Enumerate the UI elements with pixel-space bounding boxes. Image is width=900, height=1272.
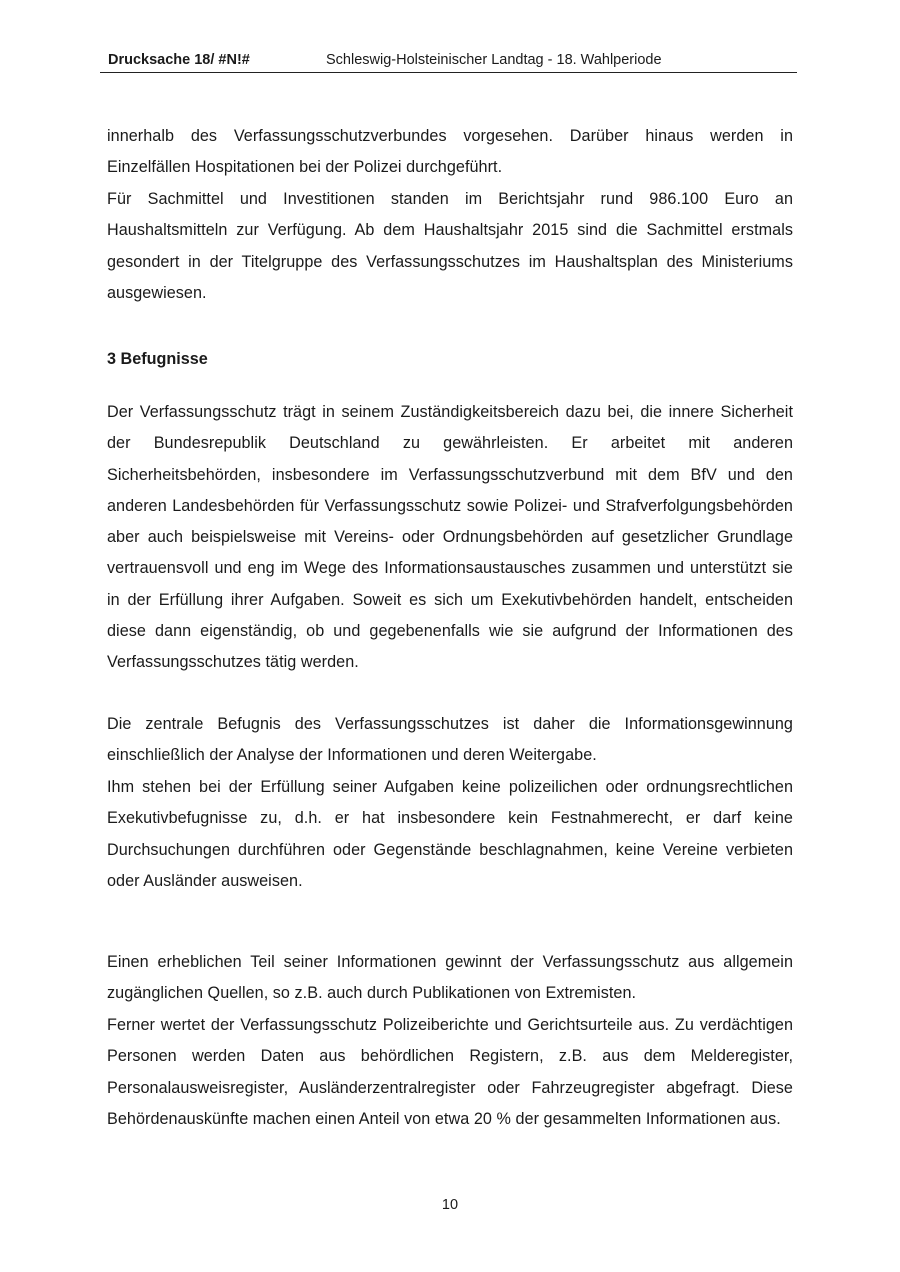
page-header [100,50,797,73]
parliament-title: Schleswig-Holsteinischer Landtag - 18. Wahlperiode [326,52,662,68]
page-number: 10 [441,1197,459,1213]
paragraph-zustaendigkeit: Der Verfassungsschutz trägt in seinem Zuständigkeitsbereich dazu bei, die innere Sicherheit der Bundesrepublik Deutschland zu gewährleisten. Er arbeitet mit anderen Sicherheitsbehörden, insbesondere im Verfassungsschutzverbund mit dem BfV und den anderen Landesbehörden für Verfassungsschutz sowie Polizei- und Strafverfolgungsbehörden aber auch beispielsweise mit Vereins- oder Ordnungsbehörden auf gesetzlicher Grundlage vertrauensvoll und eng im Wege des Informationsaustausches zusammen und unterstützt sie in der Erfüllung ihrer Aufgaben. Soweit es sich um Exekutivbehörden handelt, entscheiden diese dann eigenständig, ob und gegebenenfalls wie sie aufgrund der Informationen des Verfassungsschutzes tätig werden. [107,403,793,672]
paragraph-exekutivbefugnisse: Ihm stehen bei der Erfüllung seiner Aufgaben keine polizeilichen oder ordnungsrechtlichen Exekutivbefugnisse zu, d.h. er hat insbesondere kein Festnahmerecht, er darf keine Durchsuchungen durchführen oder Gegenstände beschlagnahmen, keine Vereine verbieten oder Ausländer ausweisen. [107,778,793,890]
paragraph-register: Ferner wertet der Verfassungsschutz Polizeiberichte und Gerichtsurteile aus. Zu verdächtigen Personen werden Daten aus behördlichen Registern, z.B. aus dem Melderegister, Personalausweisregister, Ausländerzentralregister oder Fahrzeugregister abgefragt. Diese Behördenauskünfte machen einen Anteil von etwa 20 % der gesammelten Informationen aus. [107,1016,793,1128]
paragraph-sachmittel: Für Sachmittel und Investitionen standen im Berichtsjahr rund 986.100 Euro an Haushaltsmitteln zur Verfügung. Ab dem Haushaltsjahr 2015 sind die Sachmittel erstmals gesondert in der Titelgruppe des Verfassungsschutzes im Haushaltsplan des Ministeriums ausgewiesen. [107,190,793,302]
paragraph-hospitationen: innerhalb des Verfassungsschutzverbundes vorgesehen. Darüber hinaus werden in Einzelfällen Hospitationen bei der Polizei durchgeführt. [107,127,793,177]
paragraph-zentrale-befugnis: Die zentrale Befugnis des Verfassungsschutzes ist daher die Informationsgewinnung einschließlich der Analyse der Informationen und deren Weitergabe. [107,715,793,765]
document-number: Drucksache 18/ #N!# [108,52,250,68]
section-heading: 3 Befugnisse [107,350,208,368]
paragraph-quellen: Einen erheblichen Teil seiner Informationen gewinnt der Verfassungsschutz aus allgemein zugänglichen Quellen, so z.B. auch durch Publikationen von Extremisten. [107,953,793,1003]
